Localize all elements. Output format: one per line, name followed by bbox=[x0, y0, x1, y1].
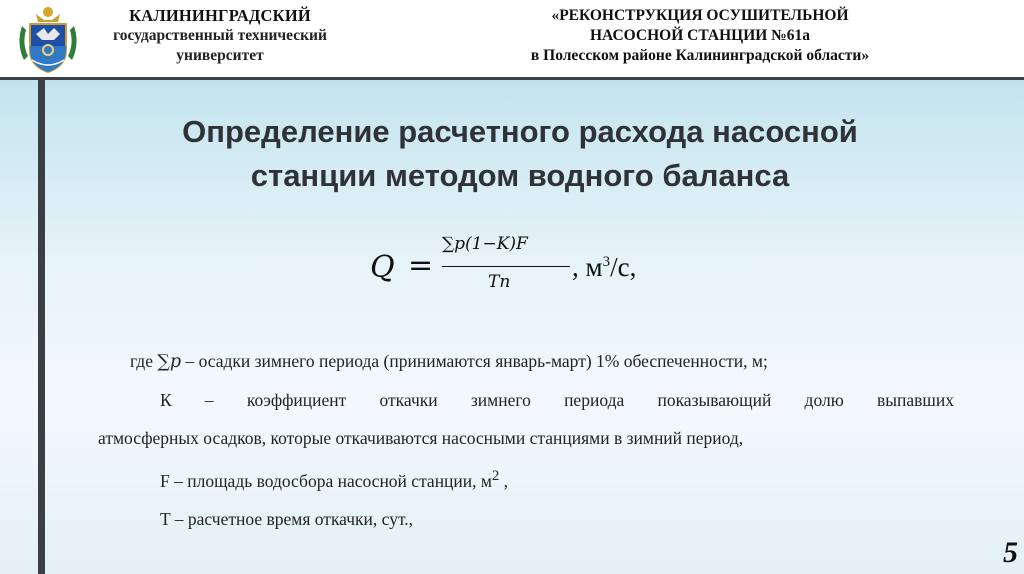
definition-p-prefix: где bbox=[130, 351, 158, 371]
formula-numerator: ∑p(1−K)F bbox=[442, 234, 528, 254]
definition-k: К – коэффициент откачки зимнего периода показывающий долю выпавших bbox=[160, 390, 954, 410]
definition-p-text: – осадки зимнего периода (принимаются январь-март) 1% обеспеченности, м; bbox=[181, 351, 768, 371]
fraction-bar bbox=[442, 266, 570, 267]
university-name: КАЛИНИНГРАДСКИЙ bbox=[129, 6, 311, 25]
definition-f bbox=[98, 457, 954, 500]
formula-unit bbox=[572, 252, 636, 283]
slide-title-line2: станции методом водного баланса bbox=[250, 158, 790, 193]
definition-f-exponent: 2 bbox=[491, 468, 500, 484]
formula-denominator: Tn bbox=[488, 272, 511, 292]
formula-unit-suffix: /с, bbox=[610, 252, 637, 282]
project-title-block bbox=[440, 6, 960, 66]
formula-lhs: Q bbox=[370, 250, 395, 285]
project-title-line1: «РЕКОНСТРУКЦИЯ ОСУШИТЕЛЬНОЙ bbox=[551, 7, 849, 24]
project-title-line3: в Полесском районе Калининградской области» bbox=[530, 47, 870, 64]
university-subtitle-line2: государственный технический bbox=[113, 27, 327, 44]
page-number: 5 bbox=[1003, 536, 1018, 569]
formula-unit-prefix: , м bbox=[572, 252, 603, 282]
sum-p-symbol: ∑p bbox=[157, 352, 182, 372]
definition-f-text: F – площадь водосбора насосной станции, м bbox=[160, 470, 492, 491]
variable-definitions bbox=[98, 342, 954, 538]
slide-title-line1: Определение расчетного расхода насосной bbox=[182, 114, 858, 149]
discharge-formula bbox=[370, 228, 690, 308]
university-emblem-icon bbox=[14, 4, 82, 76]
definition-f-suffix: , bbox=[499, 470, 509, 491]
formula-equals: = bbox=[408, 248, 434, 283]
formula-unit-exponent: 3 bbox=[602, 254, 611, 270]
left-accent-bar bbox=[38, 80, 45, 574]
definition-k-continued: атмосферных осадков, которые откачиваются насосными станциями в зимний период, bbox=[98, 428, 744, 448]
university-name-block bbox=[80, 6, 360, 66]
slide-title bbox=[130, 110, 910, 198]
university-subtitle-line3: университет bbox=[176, 47, 264, 64]
slide-header bbox=[0, 0, 1024, 80]
project-title-line2: НАСОСНОЙ СТАНЦИИ №61а bbox=[589, 27, 811, 44]
definition-p bbox=[98, 342, 954, 381]
definition-t: T – расчетное время откачки, сут., bbox=[160, 508, 414, 529]
